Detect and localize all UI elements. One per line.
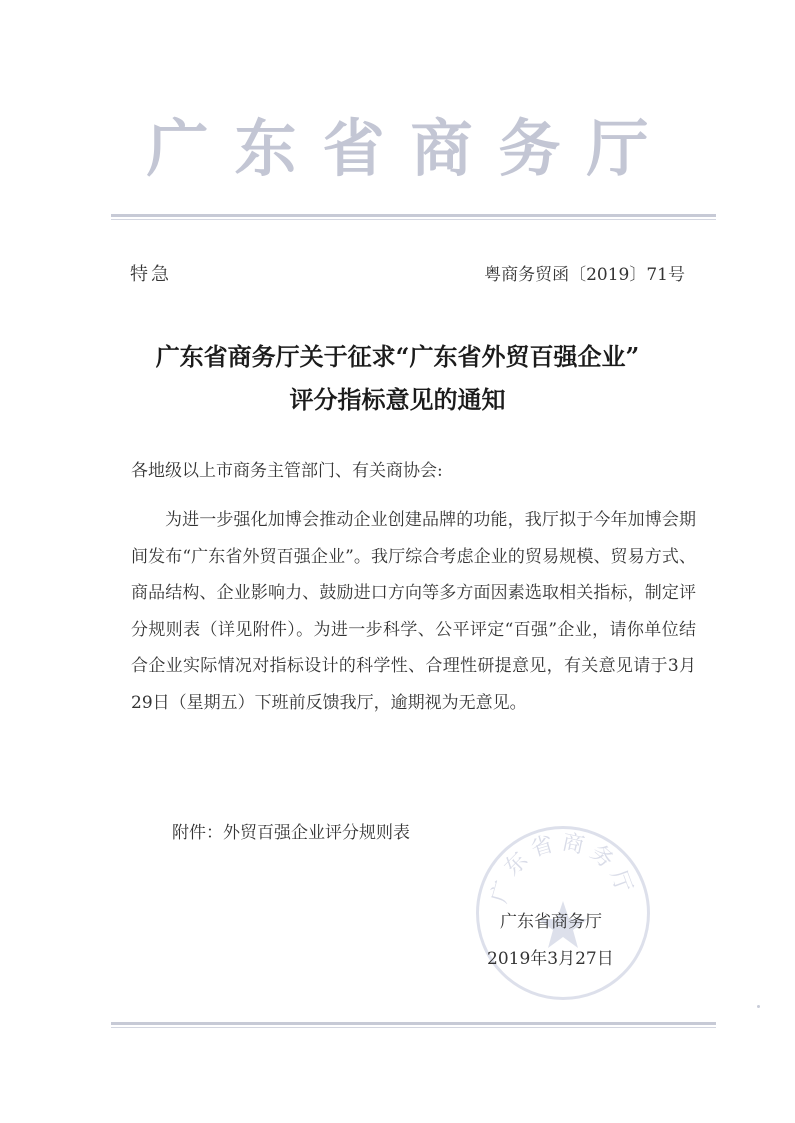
- scan-speck: [757, 1005, 760, 1008]
- header-rule-thin: [111, 219, 716, 220]
- body-paragraph: 为进一步强化加博会推动企业创建品牌的功能，我厅拟于今年加博会期间发布“广东省外贸百强企业”。我厅综合考虑企业的贸易规模、贸易方式、商品结构、企业影响力、鼓励进口方向等多方面因素选取相关指标，制定评分规则表（详见附件）。为进一步科学、公平评定“百强”企业，请你单位结合企业实际情况对指标设计的科学性、合理性研提意见，有关意见请于3月29日（星期五）下班前反馈我厅，逾期视为无意见。: [131, 510, 696, 713]
- signer-name: 广东省商务厅: [500, 912, 602, 932]
- svg-text:广东省商务厅: 广东省商务厅: [487, 829, 639, 907]
- footer-rule: [111, 1022, 716, 1025]
- document-number: 粤商务贸函〔2019〕71号: [484, 265, 685, 285]
- document-title-line-1: 广东省商务厅关于征求“广东省外贸百强企业”: [155, 342, 640, 371]
- document-title-line-2: 评分指标意见的通知: [289, 385, 506, 414]
- footer-rule-thin: [111, 1027, 716, 1028]
- attachment-note: 附件：外贸百强企业评分规则表: [172, 823, 410, 843]
- salutation: 各地级以上市商务主管部门、有关商协会:: [131, 461, 443, 481]
- issue-date: 2019年3月27日: [487, 949, 614, 969]
- urgency-label: 特急: [130, 264, 172, 285]
- header-rule: [111, 214, 716, 217]
- letterhead-org-name: 广东省商务厅: [146, 112, 675, 185]
